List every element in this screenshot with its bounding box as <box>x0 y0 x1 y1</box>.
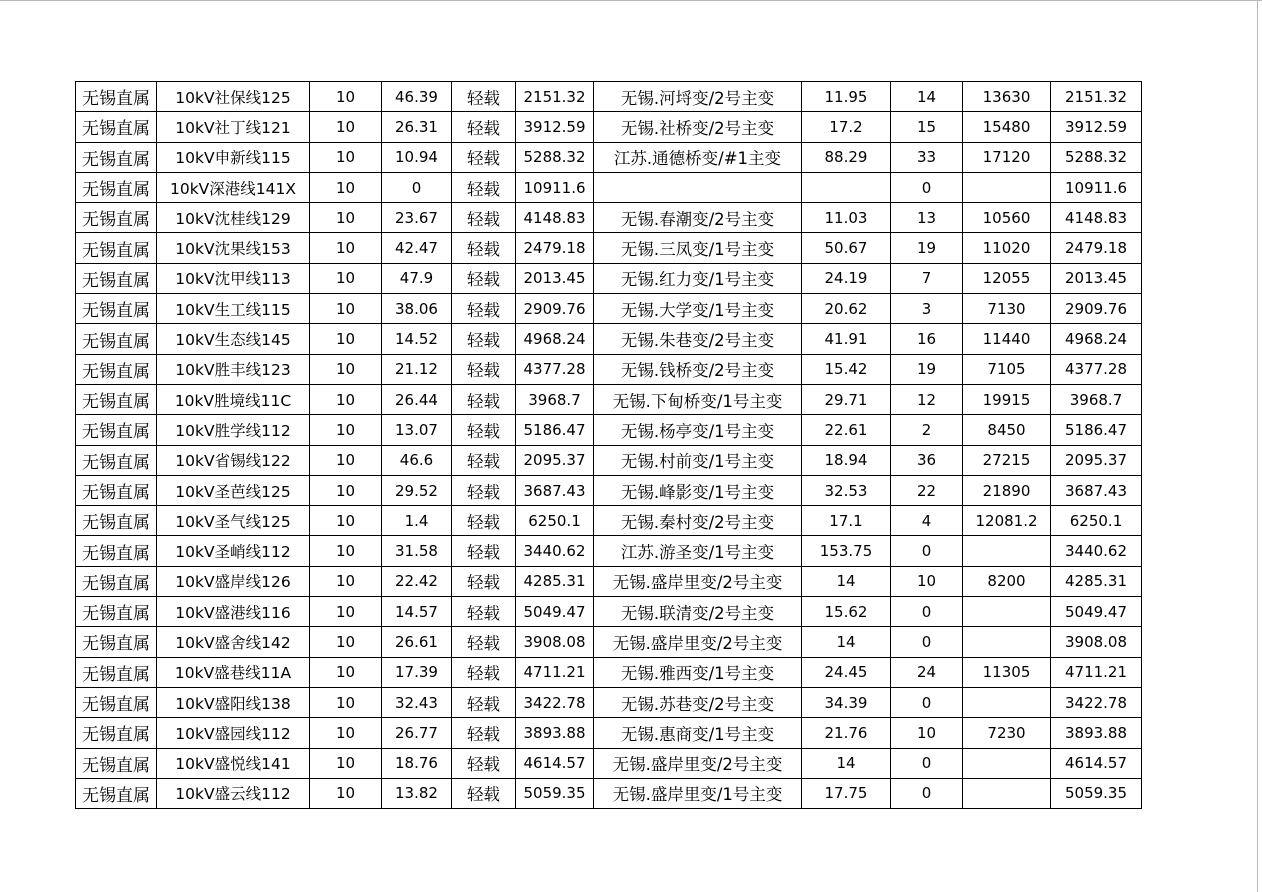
voltage-cell: 10 <box>310 112 382 142</box>
capacity-total-cell: 10560 <box>963 203 1051 233</box>
table-row <box>76 203 1142 233</box>
count-cell: 19 <box>891 233 963 263</box>
line-name-cell: 10kV盛云线112 <box>157 778 310 808</box>
remaining-capacity-cell: 5288.32 <box>1051 142 1142 172</box>
available-capacity-cell: 4285.31 <box>516 566 594 596</box>
load-rate-cell: 14.52 <box>382 324 452 354</box>
company-cell: 无锡直属 <box>76 142 157 172</box>
table-row <box>76 112 1142 142</box>
substation-transformer-cell: 无锡.大学变/1号主变 <box>594 294 802 324</box>
load-status-cell: 轻载 <box>452 233 516 263</box>
count-cell: 3 <box>891 294 963 324</box>
transformer-load-rate-cell: 11.95 <box>802 82 891 112</box>
voltage-cell: 10 <box>310 82 382 112</box>
voltage-cell: 10 <box>310 142 382 172</box>
load-status-cell: 轻载 <box>452 112 516 142</box>
voltage-cell: 10 <box>310 657 382 687</box>
load-rate-cell: 26.61 <box>382 627 452 657</box>
capacity-total-cell: 12081.2 <box>963 506 1051 536</box>
voltage-cell: 10 <box>310 172 382 202</box>
company-cell: 无锡直属 <box>76 506 157 536</box>
available-capacity-cell: 6250.1 <box>516 506 594 536</box>
table-row <box>76 294 1142 324</box>
count-cell: 12 <box>891 384 963 414</box>
remaining-capacity-cell: 2151.32 <box>1051 82 1142 112</box>
available-capacity-cell: 3440.62 <box>516 536 594 566</box>
remaining-capacity-cell: 3422.78 <box>1051 687 1142 717</box>
company-cell: 无锡直属 <box>76 657 157 687</box>
line-name-cell: 10kV盛舍线142 <box>157 627 310 657</box>
substation-transformer-cell: 无锡.雅西变/1号主变 <box>594 657 802 687</box>
voltage-cell: 10 <box>310 748 382 778</box>
count-cell: 2 <box>891 415 963 445</box>
substation-transformer-cell: 无锡.春潮变/2号主变 <box>594 203 802 233</box>
voltage-cell: 10 <box>310 354 382 384</box>
voltage-cell: 10 <box>310 475 382 505</box>
line-name-cell: 10kV盛岸线126 <box>157 566 310 596</box>
line-name-cell: 10kV生工线115 <box>157 294 310 324</box>
table-row <box>76 536 1142 566</box>
table-row <box>76 415 1142 445</box>
load-status-cell: 轻载 <box>452 778 516 808</box>
available-capacity-cell: 3908.08 <box>516 627 594 657</box>
transformer-load-rate-cell: 41.91 <box>802 324 891 354</box>
substation-transformer-cell: 无锡.村前变/1号主变 <box>594 445 802 475</box>
transformer-load-rate-cell: 22.61 <box>802 415 891 445</box>
substation-transformer-cell: 无锡.盛岸里变/2号主变 <box>594 627 802 657</box>
transformer-load-rate-cell: 153.75 <box>802 536 891 566</box>
load-status-cell: 轻载 <box>452 475 516 505</box>
load-rate-cell: 22.42 <box>382 566 452 596</box>
capacity-total-cell: 11440 <box>963 324 1051 354</box>
remaining-capacity-cell: 2909.76 <box>1051 294 1142 324</box>
capacity-total-cell: 7130 <box>963 294 1051 324</box>
company-cell: 无锡直属 <box>76 627 157 657</box>
load-status-cell: 轻载 <box>452 263 516 293</box>
page-top-edge <box>0 0 1262 1</box>
remaining-capacity-cell: 5186.47 <box>1051 415 1142 445</box>
line-name-cell: 10kV盛港线116 <box>157 597 310 627</box>
transformer-load-rate-cell: 11.03 <box>802 203 891 233</box>
available-capacity-cell: 4377.28 <box>516 354 594 384</box>
voltage-cell: 10 <box>310 718 382 748</box>
capacity-total-cell: 8450 <box>963 415 1051 445</box>
transformer-load-rate-cell: 24.45 <box>802 657 891 687</box>
load-status-cell: 轻载 <box>452 294 516 324</box>
available-capacity-cell: 10911.6 <box>516 172 594 202</box>
voltage-cell: 10 <box>310 324 382 354</box>
table-row <box>76 354 1142 384</box>
count-cell: 0 <box>891 748 963 778</box>
load-rate-cell: 17.39 <box>382 657 452 687</box>
line-name-cell: 10kV圣峭线112 <box>157 536 310 566</box>
table-row <box>76 748 1142 778</box>
table-row <box>76 627 1142 657</box>
transformer-load-rate-cell: 24.19 <box>802 263 891 293</box>
table-row <box>76 475 1142 505</box>
substation-transformer-cell: 无锡.朱巷变/2号主变 <box>594 324 802 354</box>
line-name-cell: 10kV盛悦线141 <box>157 748 310 778</box>
load-status-cell: 轻载 <box>452 172 516 202</box>
load-status-cell: 轻载 <box>452 566 516 596</box>
voltage-cell: 10 <box>310 597 382 627</box>
available-capacity-cell: 3968.7 <box>516 384 594 414</box>
line-name-cell: 10kV胜丰线123 <box>157 354 310 384</box>
count-cell: 0 <box>891 536 963 566</box>
count-cell: 4 <box>891 506 963 536</box>
capacity-total-cell: 12055 <box>963 263 1051 293</box>
available-capacity-cell: 5049.47 <box>516 597 594 627</box>
substation-transformer-cell <box>594 172 802 202</box>
company-cell: 无锡直属 <box>76 112 157 142</box>
load-rate-cell: 10.94 <box>382 142 452 172</box>
count-cell: 0 <box>891 172 963 202</box>
table-row <box>76 778 1142 808</box>
voltage-cell: 10 <box>310 263 382 293</box>
capacity-total-cell: 7230 <box>963 718 1051 748</box>
table-row <box>76 324 1142 354</box>
load-rate-cell: 32.43 <box>382 687 452 717</box>
remaining-capacity-cell: 3687.43 <box>1051 475 1142 505</box>
available-capacity-cell: 2013.45 <box>516 263 594 293</box>
load-status-cell: 轻载 <box>452 748 516 778</box>
company-cell: 无锡直属 <box>76 748 157 778</box>
transformer-load-rate-cell: 14 <box>802 566 891 596</box>
remaining-capacity-cell: 2013.45 <box>1051 263 1142 293</box>
line-name-cell: 10kV沈桂线129 <box>157 203 310 233</box>
capacity-total-cell: 19915 <box>963 384 1051 414</box>
load-status-cell: 轻载 <box>452 203 516 233</box>
remaining-capacity-cell: 6250.1 <box>1051 506 1142 536</box>
transformer-load-rate-cell: 88.29 <box>802 142 891 172</box>
substation-transformer-cell: 无锡.社桥变/2号主变 <box>594 112 802 142</box>
remaining-capacity-cell: 3893.88 <box>1051 718 1142 748</box>
capacity-total-cell <box>963 687 1051 717</box>
table-row <box>76 172 1142 202</box>
transformer-load-rate-cell: 17.1 <box>802 506 891 536</box>
load-status-cell: 轻载 <box>452 536 516 566</box>
capacity-total-cell <box>963 597 1051 627</box>
count-cell: 24 <box>891 657 963 687</box>
capacity-total-cell <box>963 536 1051 566</box>
voltage-cell: 10 <box>310 566 382 596</box>
load-status-cell: 轻载 <box>452 597 516 627</box>
load-rate-cell: 29.52 <box>382 475 452 505</box>
line-name-cell: 10kV盛园线112 <box>157 718 310 748</box>
voltage-cell: 10 <box>310 203 382 233</box>
remaining-capacity-cell: 4711.21 <box>1051 657 1142 687</box>
count-cell: 0 <box>891 627 963 657</box>
load-rate-cell: 26.44 <box>382 384 452 414</box>
transformer-load-rate-cell: 50.67 <box>802 233 891 263</box>
transformer-load-rate-cell: 21.76 <box>802 718 891 748</box>
remaining-capacity-cell: 3912.59 <box>1051 112 1142 142</box>
load-rate-cell: 46.6 <box>382 445 452 475</box>
load-rate-cell: 21.12 <box>382 354 452 384</box>
capacity-total-cell <box>963 172 1051 202</box>
remaining-capacity-cell: 10911.6 <box>1051 172 1142 202</box>
substation-transformer-cell: 江苏.通德桥变/#1主变 <box>594 142 802 172</box>
count-cell: 14 <box>891 82 963 112</box>
line-name-cell: 10kV圣气线125 <box>157 506 310 536</box>
load-rate-cell: 31.58 <box>382 536 452 566</box>
company-cell: 无锡直属 <box>76 566 157 596</box>
available-capacity-cell: 5288.32 <box>516 142 594 172</box>
company-cell: 无锡直属 <box>76 475 157 505</box>
remaining-capacity-cell: 3968.7 <box>1051 384 1142 414</box>
table-row <box>76 506 1142 536</box>
line-name-cell: 10kV盛阳线138 <box>157 687 310 717</box>
count-cell: 0 <box>891 778 963 808</box>
count-cell: 10 <box>891 718 963 748</box>
count-cell: 33 <box>891 142 963 172</box>
table-row <box>76 142 1142 172</box>
substation-transformer-cell: 无锡.秦村变/2号主变 <box>594 506 802 536</box>
load-rate-cell: 47.9 <box>382 263 452 293</box>
count-cell: 13 <box>891 203 963 233</box>
remaining-capacity-cell: 4377.28 <box>1051 354 1142 384</box>
load-status-cell: 轻载 <box>452 415 516 445</box>
substation-transformer-cell: 无锡.峰影变/1号主变 <box>594 475 802 505</box>
count-cell: 19 <box>891 354 963 384</box>
line-name-cell: 10kV社保线125 <box>157 82 310 112</box>
capacity-total-cell: 15480 <box>963 112 1051 142</box>
line-name-cell: 10kV盛巷线11A <box>157 657 310 687</box>
load-status-cell: 轻载 <box>452 506 516 536</box>
company-cell: 无锡直属 <box>76 597 157 627</box>
company-cell: 无锡直属 <box>76 263 157 293</box>
substation-transformer-cell: 无锡.惠商变/1号主变 <box>594 718 802 748</box>
available-capacity-cell: 3912.59 <box>516 112 594 142</box>
voltage-cell: 10 <box>310 384 382 414</box>
table-row <box>76 597 1142 627</box>
voltage-cell: 10 <box>310 536 382 566</box>
remaining-capacity-cell: 3908.08 <box>1051 627 1142 657</box>
voltage-cell: 10 <box>310 445 382 475</box>
remaining-capacity-cell: 5059.35 <box>1051 778 1142 808</box>
voltage-cell: 10 <box>310 506 382 536</box>
available-capacity-cell: 3893.88 <box>516 718 594 748</box>
load-status-cell: 轻载 <box>452 687 516 717</box>
substation-transformer-cell: 无锡.盛岸里变/1号主变 <box>594 778 802 808</box>
available-capacity-cell: 4968.24 <box>516 324 594 354</box>
remaining-capacity-cell: 4614.57 <box>1051 748 1142 778</box>
table-row <box>76 718 1142 748</box>
substation-transformer-cell: 无锡.河埒变/2号主变 <box>594 82 802 112</box>
available-capacity-cell: 5059.35 <box>516 778 594 808</box>
load-status-cell: 轻载 <box>452 445 516 475</box>
company-cell: 无锡直属 <box>76 233 157 263</box>
substation-transformer-cell: 无锡.下甸桥变/1号主变 <box>594 384 802 414</box>
transformer-load-rate-cell: 34.39 <box>802 687 891 717</box>
load-status-cell: 轻载 <box>452 718 516 748</box>
load-rate-cell: 13.82 <box>382 778 452 808</box>
load-rate-cell: 0 <box>382 172 452 202</box>
transformer-load-rate-cell: 32.53 <box>802 475 891 505</box>
load-status-cell: 轻载 <box>452 324 516 354</box>
substation-transformer-cell: 无锡.三凤变/1号主变 <box>594 233 802 263</box>
transformer-load-rate-cell: 20.62 <box>802 294 891 324</box>
voltage-cell: 10 <box>310 294 382 324</box>
company-cell: 无锡直属 <box>76 536 157 566</box>
load-rate-cell: 18.76 <box>382 748 452 778</box>
page-right-edge <box>1257 0 1258 892</box>
count-cell: 16 <box>891 324 963 354</box>
substation-transformer-cell: 无锡.苏巷变/2号主变 <box>594 687 802 717</box>
capacity-total-cell: 17120 <box>963 142 1051 172</box>
available-capacity-cell: 2151.32 <box>516 82 594 112</box>
load-rate-cell: 13.07 <box>382 415 452 445</box>
voltage-cell: 10 <box>310 627 382 657</box>
count-cell: 15 <box>891 112 963 142</box>
available-capacity-cell: 2479.18 <box>516 233 594 263</box>
table-row <box>76 566 1142 596</box>
load-rate-cell: 26.77 <box>382 718 452 748</box>
available-capacity-cell: 5186.47 <box>516 415 594 445</box>
transformer-load-rate-cell: 18.94 <box>802 445 891 475</box>
transformer-load-rate-cell: 14 <box>802 627 891 657</box>
load-status-cell: 轻载 <box>452 384 516 414</box>
transformer-load-rate-cell: 17.2 <box>802 112 891 142</box>
table-row <box>76 233 1142 263</box>
substation-transformer-cell: 无锡.杨亭变/1号主变 <box>594 415 802 445</box>
load-status-cell: 轻载 <box>452 354 516 384</box>
line-name-cell: 10kV省锡线122 <box>157 445 310 475</box>
line-name-cell: 10kV申新线115 <box>157 142 310 172</box>
load-status-cell: 轻载 <box>452 142 516 172</box>
available-capacity-cell: 4614.57 <box>516 748 594 778</box>
capacity-total-cell: 13630 <box>963 82 1051 112</box>
transformer-load-rate-cell: 15.42 <box>802 354 891 384</box>
company-cell: 无锡直属 <box>76 203 157 233</box>
voltage-cell: 10 <box>310 778 382 808</box>
capacity-total-cell: 27215 <box>963 445 1051 475</box>
load-status-cell: 轻载 <box>452 657 516 687</box>
remaining-capacity-cell: 2479.18 <box>1051 233 1142 263</box>
company-cell: 无锡直属 <box>76 324 157 354</box>
load-rate-cell: 42.47 <box>382 233 452 263</box>
remaining-capacity-cell: 5049.47 <box>1051 597 1142 627</box>
remaining-capacity-cell: 2095.37 <box>1051 445 1142 475</box>
line-name-cell: 10kV生态线145 <box>157 324 310 354</box>
feeder-load-table <box>75 81 1142 809</box>
table-row <box>76 657 1142 687</box>
load-status-cell: 轻载 <box>452 627 516 657</box>
company-cell: 无锡直属 <box>76 354 157 384</box>
company-cell: 无锡直属 <box>76 172 157 202</box>
count-cell: 0 <box>891 597 963 627</box>
available-capacity-cell: 4148.83 <box>516 203 594 233</box>
load-rate-cell: 1.4 <box>382 506 452 536</box>
capacity-total-cell: 8200 <box>963 566 1051 596</box>
company-cell: 无锡直属 <box>76 718 157 748</box>
load-rate-cell: 14.57 <box>382 597 452 627</box>
substation-transformer-cell: 无锡.盛岸里变/2号主变 <box>594 748 802 778</box>
substation-transformer-cell: 无锡.钱桥变/2号主变 <box>594 354 802 384</box>
company-cell: 无锡直属 <box>76 778 157 808</box>
remaining-capacity-cell: 4285.31 <box>1051 566 1142 596</box>
table-row <box>76 263 1142 293</box>
line-name-cell: 10kV胜学线112 <box>157 415 310 445</box>
available-capacity-cell: 2095.37 <box>516 445 594 475</box>
capacity-total-cell <box>963 778 1051 808</box>
line-name-cell: 10kV沈果线153 <box>157 233 310 263</box>
count-cell: 10 <box>891 566 963 596</box>
transformer-load-rate-cell: 29.71 <box>802 384 891 414</box>
transformer-load-rate-cell: 14 <box>802 748 891 778</box>
substation-transformer-cell: 江苏.游圣变/1号主变 <box>594 536 802 566</box>
line-name-cell: 10kV深港线141X <box>157 172 310 202</box>
transformer-load-rate-cell: 17.75 <box>802 778 891 808</box>
table-row <box>76 445 1142 475</box>
voltage-cell: 10 <box>310 687 382 717</box>
table-body <box>76 82 1142 809</box>
voltage-cell: 10 <box>310 415 382 445</box>
load-rate-cell: 23.67 <box>382 203 452 233</box>
table-row <box>76 82 1142 112</box>
remaining-capacity-cell: 3440.62 <box>1051 536 1142 566</box>
load-rate-cell: 38.06 <box>382 294 452 324</box>
available-capacity-cell: 3687.43 <box>516 475 594 505</box>
available-capacity-cell: 4711.21 <box>516 657 594 687</box>
table-row <box>76 384 1142 414</box>
substation-transformer-cell: 无锡.联清变/2号主变 <box>594 597 802 627</box>
company-cell: 无锡直属 <box>76 687 157 717</box>
capacity-total-cell <box>963 748 1051 778</box>
substation-transformer-cell: 无锡.红力变/1号主变 <box>594 263 802 293</box>
load-rate-cell: 46.39 <box>382 82 452 112</box>
count-cell: 7 <box>891 263 963 293</box>
transformer-load-rate-cell <box>802 172 891 202</box>
capacity-total-cell: 21890 <box>963 475 1051 505</box>
substation-transformer-cell: 无锡.盛岸里变/2号主变 <box>594 566 802 596</box>
company-cell: 无锡直属 <box>76 294 157 324</box>
count-cell: 0 <box>891 687 963 717</box>
count-cell: 36 <box>891 445 963 475</box>
company-cell: 无锡直属 <box>76 384 157 414</box>
available-capacity-cell: 2909.76 <box>516 294 594 324</box>
voltage-cell: 10 <box>310 233 382 263</box>
line-name-cell: 10kV沈甲线113 <box>157 263 310 293</box>
line-name-cell: 10kV胜境线11C <box>157 384 310 414</box>
remaining-capacity-cell: 4148.83 <box>1051 203 1142 233</box>
capacity-total-cell: 11305 <box>963 657 1051 687</box>
line-name-cell: 10kV社丁线121 <box>157 112 310 142</box>
company-cell: 无锡直属 <box>76 82 157 112</box>
remaining-capacity-cell: 4968.24 <box>1051 324 1142 354</box>
capacity-total-cell: 7105 <box>963 354 1051 384</box>
line-name-cell: 10kV圣芭线125 <box>157 475 310 505</box>
available-capacity-cell: 3422.78 <box>516 687 594 717</box>
table-row <box>76 687 1142 717</box>
load-status-cell: 轻载 <box>452 82 516 112</box>
load-rate-cell: 26.31 <box>382 112 452 142</box>
transformer-load-rate-cell: 15.62 <box>802 597 891 627</box>
capacity-total-cell <box>963 627 1051 657</box>
company-cell: 无锡直属 <box>76 415 157 445</box>
capacity-total-cell: 11020 <box>963 233 1051 263</box>
company-cell: 无锡直属 <box>76 445 157 475</box>
count-cell: 22 <box>891 475 963 505</box>
